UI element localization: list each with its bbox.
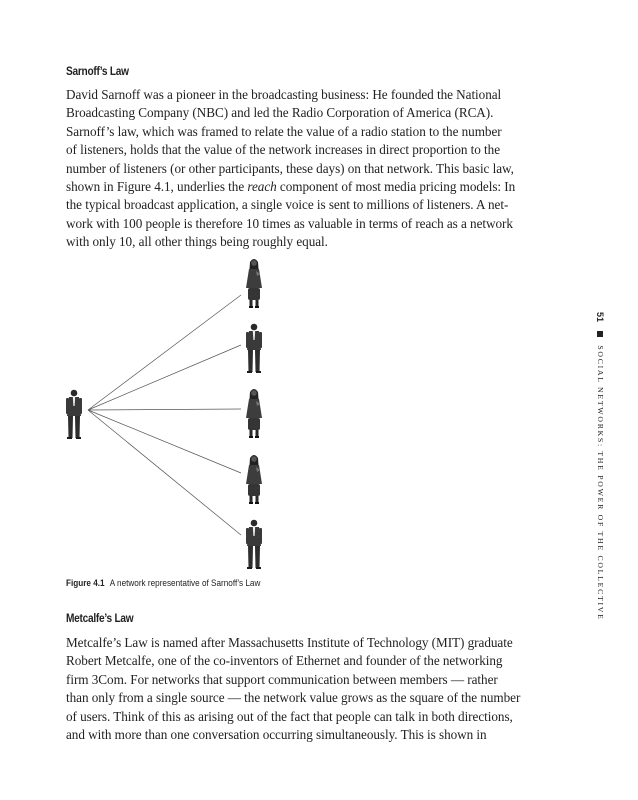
section-heading-metcalfe: Metcalfe’s Law: [66, 613, 134, 625]
connection-line: [88, 345, 241, 410]
running-head-title: SOCIAL NETWORKS: THE POWER OF THE COLLECTIVE: [596, 345, 605, 621]
connection-line: [88, 410, 241, 535]
connection-line: [88, 410, 241, 473]
text-line: and with more than one conversation occurring simultaneously. This is shown in: [66, 727, 487, 743]
square-bullet-icon: [597, 331, 603, 337]
text-line: than only from a single source — the network value grows as the square of the number: [66, 690, 521, 706]
text-line: of listeners, holds that the value of the network increases in direct proportion to the: [66, 142, 501, 158]
connection-line: [88, 409, 241, 410]
text-line: of users. Think of this as arising out of the fact that people can talk in both directions,: [66, 708, 513, 724]
listener-figure-woman: [246, 259, 262, 308]
listener-figure-woman: [246, 389, 262, 438]
listener-figure-man: [246, 324, 262, 373]
text-line: the typical broadcast application, a single voice is sent to millions of listeners. A net-: [66, 197, 509, 213]
emphasis-reach: reach: [247, 179, 277, 195]
connection-line: [88, 295, 241, 410]
running-head: [589, 312, 605, 621]
page-number: 51: [595, 312, 605, 323]
text-line: firm 3Com. For networks that support communication between members — rather: [66, 671, 498, 687]
text-line: Sarnoff’s law, which was framed to relate the value of a radio station to the number: [66, 123, 502, 139]
text-line: Robert Metcalfe, one of the co-inventors of Ethernet and founder of the networking: [66, 653, 503, 669]
text-line: number of listeners (or other participants, these days) on that network. This basic law,: [66, 160, 514, 176]
broadcaster-figure: [66, 390, 82, 439]
text-line: Metcalfe’s Law is named after Massachusetts Institute of Technology (MIT) graduate: [66, 635, 513, 650]
text-run: component of most media pricing models: In: [276, 179, 516, 195]
figure-caption-text: A network representative of Sarnoff’s Law: [109, 578, 261, 589]
text-line: Broadcasting Company (NBC) and led the Radio Corporation of America (RCA).: [66, 105, 494, 121]
section-heading-sarnoff: Sarnoff’s Law: [66, 66, 129, 78]
text-run: shown in Figure 4.1, underlies the: [66, 179, 248, 195]
listener-figure-man: [246, 520, 262, 569]
text-line: work with 100 people is therefore 10 times as valuable in terms of reach as a network: [66, 215, 513, 231]
text-line: David Sarnoff was a pioneer in the broadcasting business: He founded the National: [66, 87, 502, 102]
listener-figure-woman: [246, 455, 262, 504]
paragraph-metcalfe: [66, 634, 521, 744]
figure-caption: [66, 578, 260, 589]
text-line: with only 10, all other things being roughly equal.: [66, 234, 328, 250]
figure-number: Figure 4.1: [66, 578, 105, 589]
